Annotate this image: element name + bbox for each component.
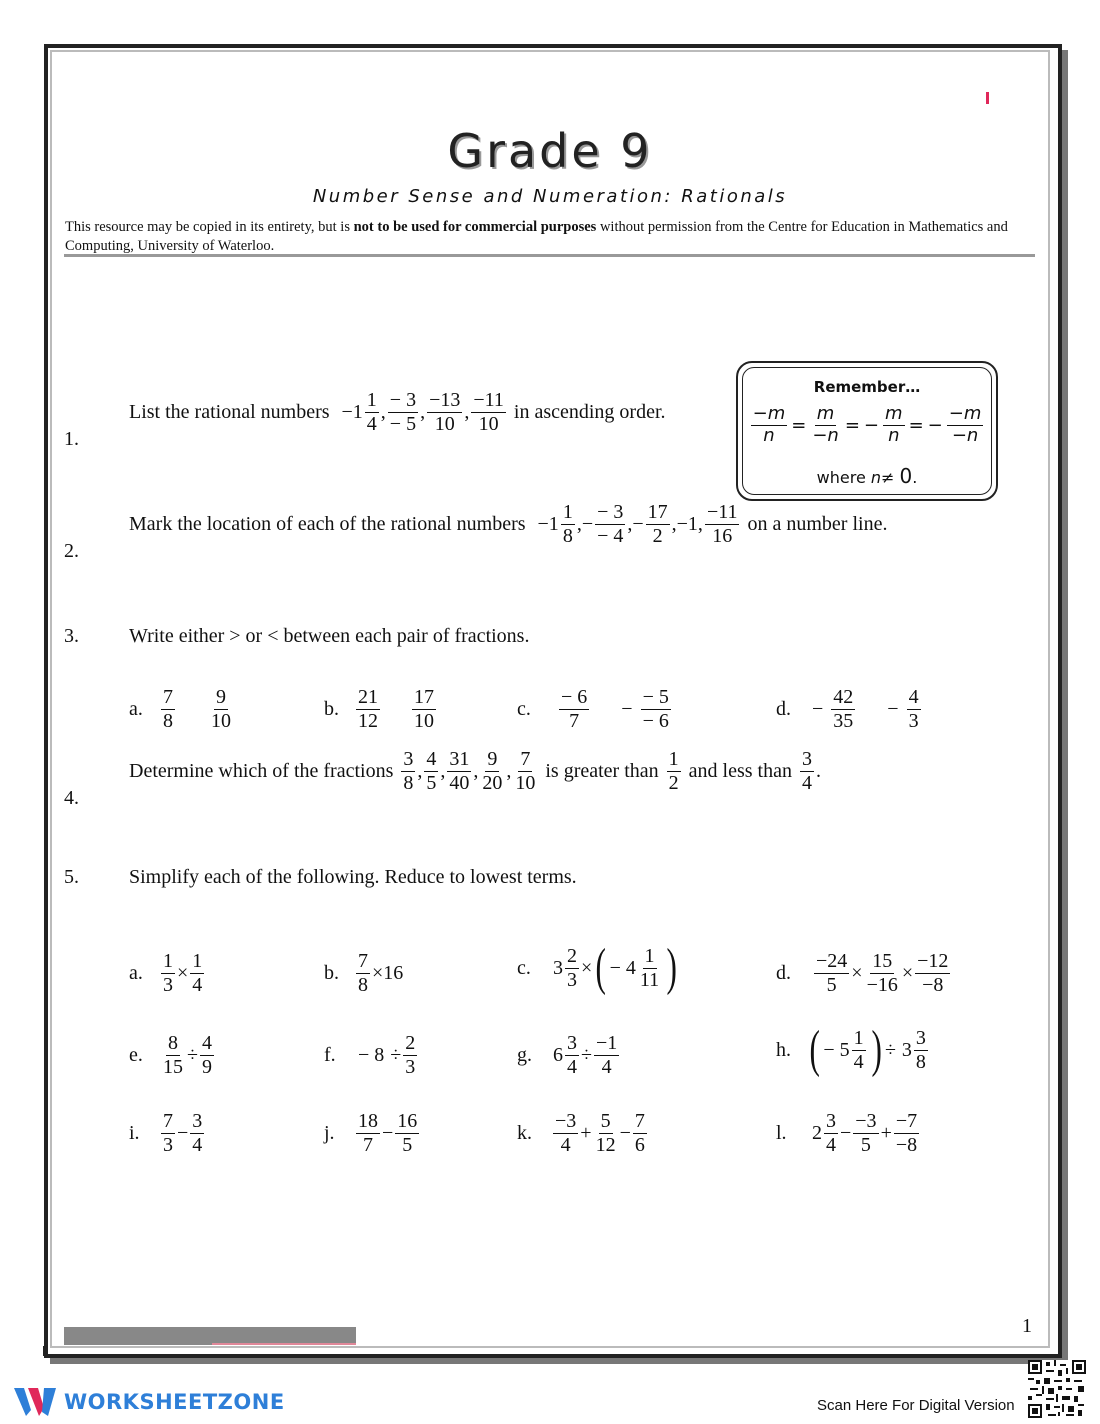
question-number: 1.	[64, 428, 79, 450]
fraction: $\frac{16}{5}$	[397, 1110, 418, 1156]
q5-part-j: j. $\frac{18}{7}$ − $\frac{16}{5}$	[324, 1110, 418, 1156]
q5-part-a: a. $\frac{1}{3}$ × $\frac{1}{4}$	[129, 950, 203, 996]
fraction: $\frac{3}{4}$	[192, 1110, 203, 1156]
remember-equation: $\frac{-m}{n}$ = $\frac{m}{-n}$ = − $\frac{m}{n}$ = − $\frac{-m}{-n}$	[752, 403, 982, 446]
fraction: $\frac{- 6}{7}$	[561, 686, 588, 732]
fraction: $\frac{2}{3}$	[405, 1032, 416, 1078]
fraction: $\frac{1}{4}$	[366, 388, 377, 435]
q3-part-c: c. $\frac{- 6}{7}$ − $\frac{- 5}{- 6}$	[517, 686, 669, 732]
q3-part-b: b. $\frac{21}{12}$ $\frac{17}{10}$	[324, 686, 434, 732]
fraction: $\frac{1}{3}$	[163, 950, 173, 996]
fraction: $\frac{7}{6}$	[634, 1110, 645, 1156]
question-text: Determine which of the fractions $\frac{3}{8}$ , $\frac{4}{5}$ , $\frac{31}{40}$ , $\frac{9}{20}$ , $\frac{7}{10}$ is greater than $\frac{1}{2}$ and less than $\frac{3}{4}$ .	[129, 747, 821, 794]
q3-part-a: a. $\frac{7}{8}$ $\frac{9}{10}$	[129, 686, 231, 732]
page-number: 1	[1022, 1315, 1032, 1337]
copyright-notice	[65, 218, 1035, 256]
fraction: $\frac{-m}{-n}$	[948, 403, 982, 446]
notice-bold: not to be used for commercial purposes	[353, 219, 597, 235]
fraction: $\frac{1}{4}$	[853, 1026, 864, 1073]
fraction: $\frac{31}{40}$	[449, 747, 470, 794]
corner-accent	[986, 92, 989, 104]
fraction: $\frac{-1}{4}$	[595, 1032, 618, 1078]
fraction: $\frac{7}{8}$	[163, 686, 173, 732]
fraction: $\frac{-m}{n}$	[752, 403, 786, 446]
fraction: $\frac{5}{12}$	[595, 1110, 616, 1156]
question-number: 5.	[64, 865, 79, 888]
page-subtitle: Number Sense and Numeration: Rationals	[312, 186, 788, 207]
fraction: $\frac{4}{3}$	[908, 686, 919, 732]
fraction: $\frac{17}{2}$	[647, 500, 668, 547]
worksheetzone-logo[interactable]	[14, 1386, 285, 1418]
fraction: $\frac{3}{4}$	[801, 747, 812, 794]
fraction: $\frac{4}{9}$	[201, 1032, 212, 1078]
question-text: Write either > or < between each pair of fractions.	[129, 624, 530, 647]
fraction: $\frac{-11}{10}$	[473, 388, 504, 435]
q5-part-b: b. $\frac{7}{8}$ × 16	[324, 950, 404, 996]
fraction: $\frac{15}{-16}$	[866, 950, 898, 996]
question-text: Mark the location of each of the rational numbers −1 $\frac{1}{8}$ , − $\frac{- 3}{- 4}$ , − $\frac{17}{2}$ , −1, $\frac{-11}{16}$ on a number line.	[129, 500, 888, 547]
notice-text: without permission from the Centre for Education in Mathematics and Computing, University of Waterloo.	[65, 219, 1008, 254]
corner-mark	[43, 1346, 53, 1356]
fraction: $\frac{- 3}{- 5}$	[389, 388, 417, 435]
fraction: $\frac{17}{10}$	[414, 686, 434, 732]
fraction: $\frac{9}{20}$	[482, 747, 503, 794]
fraction: $\frac{3}{8}$	[403, 747, 414, 794]
q5-part-h: h. ( − 5 $\frac{1}{4}$ ) ÷ 3 $\frac{3}{8}$	[776, 1021, 926, 1078]
question-number: 3.	[64, 624, 79, 647]
fraction: $\frac{9}{10}$	[211, 686, 231, 732]
fraction: $\frac{-7}{-8}$	[895, 1110, 918, 1156]
fraction: $\frac{3}{4}$	[567, 1032, 577, 1078]
fraction: $\frac{- 5}{- 6}$	[642, 686, 669, 732]
fraction: $\frac{-3}{5}$	[855, 1110, 877, 1156]
question-text: Simplify each of the following. Reduce to lowest terms.	[129, 865, 577, 888]
q5-part-e: e. $\frac{8}{15}$ ÷ $\frac{4}{9}$	[129, 1032, 212, 1078]
fraction: $\frac{- 3}{- 4}$	[597, 500, 624, 547]
q5-part-g: g. 6 $\frac{3}{4}$ ÷ $\frac{-1}{4}$	[517, 1032, 618, 1078]
q3-part-d: d. − $\frac{42}{35}$ − $\frac{4}{3}$	[776, 686, 919, 732]
fraction: $\frac{-11}{16}$	[706, 500, 738, 547]
qr-code-icon[interactable]	[1028, 1360, 1086, 1418]
question-number: 4.	[64, 787, 79, 809]
fraction: $\frac{42}{35}$	[833, 686, 854, 732]
fraction: $\frac{1}{11}$	[639, 944, 660, 991]
fraction: $\frac{1}{2}$	[668, 747, 679, 794]
fraction: $\frac{7}{3}$	[163, 1110, 173, 1156]
page-title: Grade 9	[447, 124, 653, 178]
remember-box	[736, 361, 998, 501]
q5-part-d: d. $\frac{-24}{5}$ × $\frac{15}{-16}$ × $\frac{-12}{-8}$	[776, 950, 949, 996]
fraction: $\frac{m}{n}$	[885, 403, 903, 446]
fraction: $\frac{7}{10}$	[515, 747, 536, 794]
fraction: $\frac{1}{4}$	[192, 950, 203, 996]
q5-part-f: f. − 8 ÷ $\frac{2}{3}$	[324, 1032, 416, 1078]
header-rule	[64, 254, 1035, 257]
fraction: $\frac{7}{8}$	[358, 950, 368, 996]
scan-caption: Scan Here For Digital Version	[817, 1397, 1015, 1414]
question-number: 2.	[64, 540, 79, 562]
q5-part-l: l. 2 $\frac{3}{4}$ − $\frac{-3}{5}$ + $\frac{-7}{-8}$	[776, 1110, 918, 1156]
fraction: $\frac{-13}{10}$	[429, 388, 461, 435]
remember-condition: where n≠ 0.	[816, 464, 918, 488]
fraction: $\frac{m}{-n}$	[812, 403, 839, 446]
question-text: List the rational numbers −1 $\frac{1}{4}$ , $\frac{- 3}{- 5}$ , $\frac{-13}{10}$ , $\frac{-11}{10}$ in ascending order.	[129, 388, 666, 435]
q5-part-i: i. $\frac{7}{3}$ − $\frac{3}{4}$	[129, 1110, 203, 1156]
brand-name: WORKSHEETZONE	[64, 1390, 285, 1414]
remember-inner	[742, 367, 992, 495]
fraction: $\frac{21}{12}$	[358, 686, 378, 732]
fraction: $\frac{-12}{-8}$	[917, 950, 949, 996]
fraction: $\frac{8}{15}$	[163, 1032, 183, 1078]
fraction: $\frac{18}{7}$	[358, 1110, 378, 1156]
footer-bar-accent	[212, 1343, 356, 1345]
q5-part-k: k. $\frac{-3}{4}$ + $\frac{5}{12}$ − $\frac{7}{6}$	[517, 1110, 645, 1156]
remember-title: Remember…	[813, 378, 921, 396]
q5-part-c: c. 3 $\frac{2}{3}$ × ( − 4 $\frac{1}{11}$ )	[517, 939, 678, 996]
fraction: $\frac{-3}{4}$	[555, 1110, 577, 1156]
fraction: $\frac{4}{5}$	[426, 747, 437, 794]
fraction: $\frac{-24}{5}$	[816, 950, 848, 996]
fraction: $\frac{3}{4}$	[826, 1110, 836, 1156]
notice-text: This resource may be copied in its entirety, but is	[65, 219, 354, 235]
fraction: $\frac{1}{8}$	[562, 500, 573, 547]
worksheetzone-w-icon	[14, 1386, 58, 1418]
fraction: $\frac{2}{3}$	[567, 944, 577, 991]
fraction: $\frac{3}{8}$	[915, 1026, 926, 1073]
